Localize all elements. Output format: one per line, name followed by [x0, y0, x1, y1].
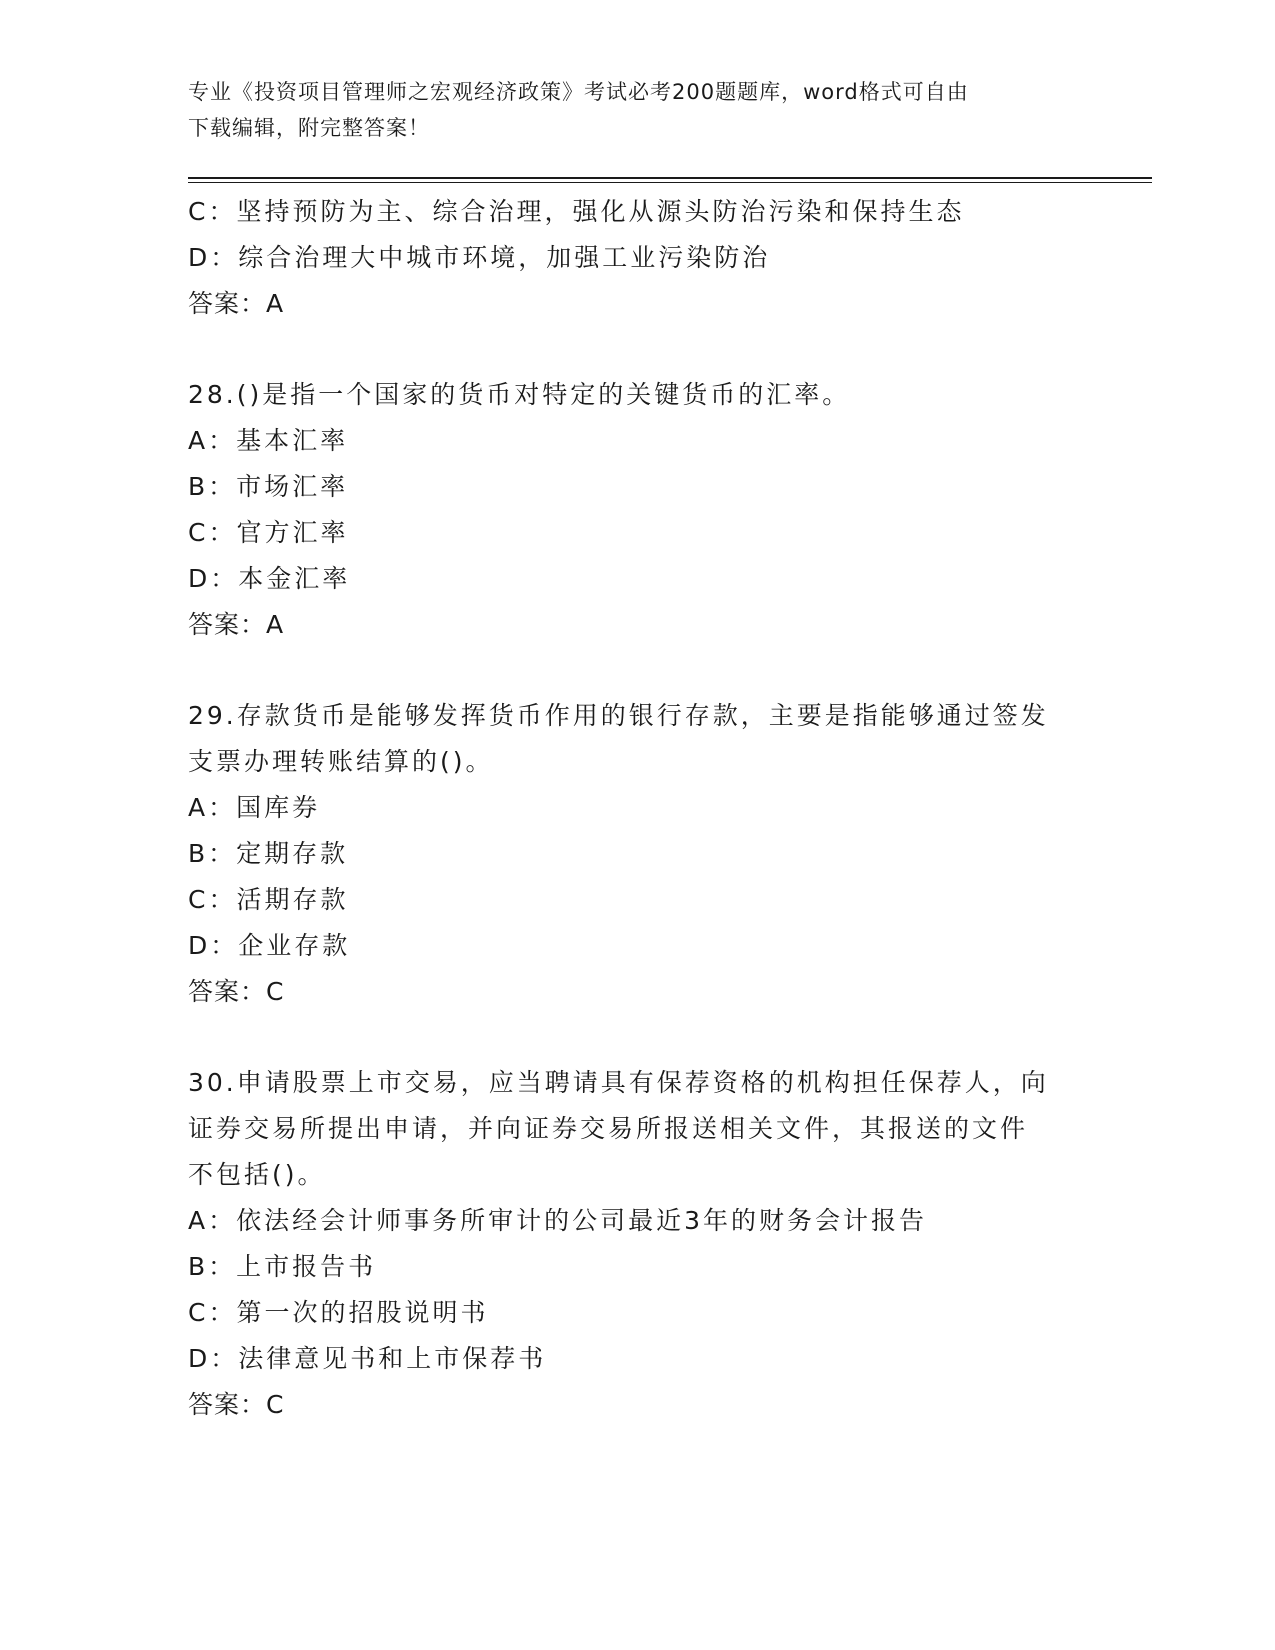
- answer-line: 答案：A: [188, 289, 285, 318]
- answer-line: 答案：A: [188, 610, 285, 639]
- header-line-2: 下载编辑，附完整答案！: [188, 116, 430, 140]
- option-d: D：综合治理大中城市环境，加强工业污染防治: [188, 243, 771, 272]
- option-a: A：依法经会计师事务所审计的公司最近3年的财务会计报告: [188, 1206, 928, 1235]
- document-header: [188, 74, 1068, 146]
- option-d: D：企业存款: [188, 931, 351, 960]
- header-rule-thin: [188, 182, 1152, 183]
- option-a: A：基本汇率: [188, 426, 349, 455]
- question-stem: 28.()是指一个国家的货币对特定的关键货币的汇率。: [188, 380, 851, 409]
- question-stem-line-1: 29.存款货币是能够发挥货币作用的银行存款，主要是指能够通过签发: [188, 701, 1049, 730]
- option-b: B：市场汇率: [188, 472, 349, 501]
- question-30: [188, 1060, 1088, 1428]
- question-content: [188, 189, 1088, 1428]
- question-stem-line-1: 30.申请股票上市交易，应当聘请具有保荐资格的机构担任保荐人，向: [188, 1068, 1049, 1097]
- spacer: [188, 1015, 1088, 1060]
- header-line-1: 专业《投资项目管理师之宏观经济政策》考试必考200题题库，word格式可自由: [188, 80, 969, 104]
- option-b: B：上市报告书: [188, 1252, 377, 1281]
- option-c: C：第一次的招股说明书: [188, 1298, 489, 1327]
- option-a: A：国库券: [188, 793, 321, 822]
- option-b: B：定期存款: [188, 839, 349, 868]
- option-c: C：官方汇率: [188, 518, 349, 547]
- option-c: C：坚持预防为主、综合治理，强化从源头防治污染和保持生态: [188, 197, 965, 226]
- answer-line: 答案：C: [188, 1390, 285, 1419]
- question-stem-line-2: 证券交易所提出申请，并向证券交易所报送相关文件，其报送的文件: [188, 1114, 1029, 1143]
- option-d: D：本金汇率: [188, 564, 351, 593]
- header-rule-thick: [188, 177, 1152, 179]
- option-c: C：活期存款: [188, 885, 349, 914]
- question-stem-line-3: 不包括()。: [188, 1160, 326, 1189]
- question-29: [188, 693, 1088, 1015]
- prev-question-block: [188, 189, 1088, 327]
- spacer: [188, 648, 1088, 693]
- answer-line: 答案：C: [188, 977, 285, 1006]
- question-stem-line-2: 支票办理转账结算的()。: [188, 747, 494, 776]
- option-d: D：法律意见书和上市保荐书: [188, 1344, 547, 1373]
- question-28: [188, 372, 1088, 648]
- spacer: [188, 327, 1088, 372]
